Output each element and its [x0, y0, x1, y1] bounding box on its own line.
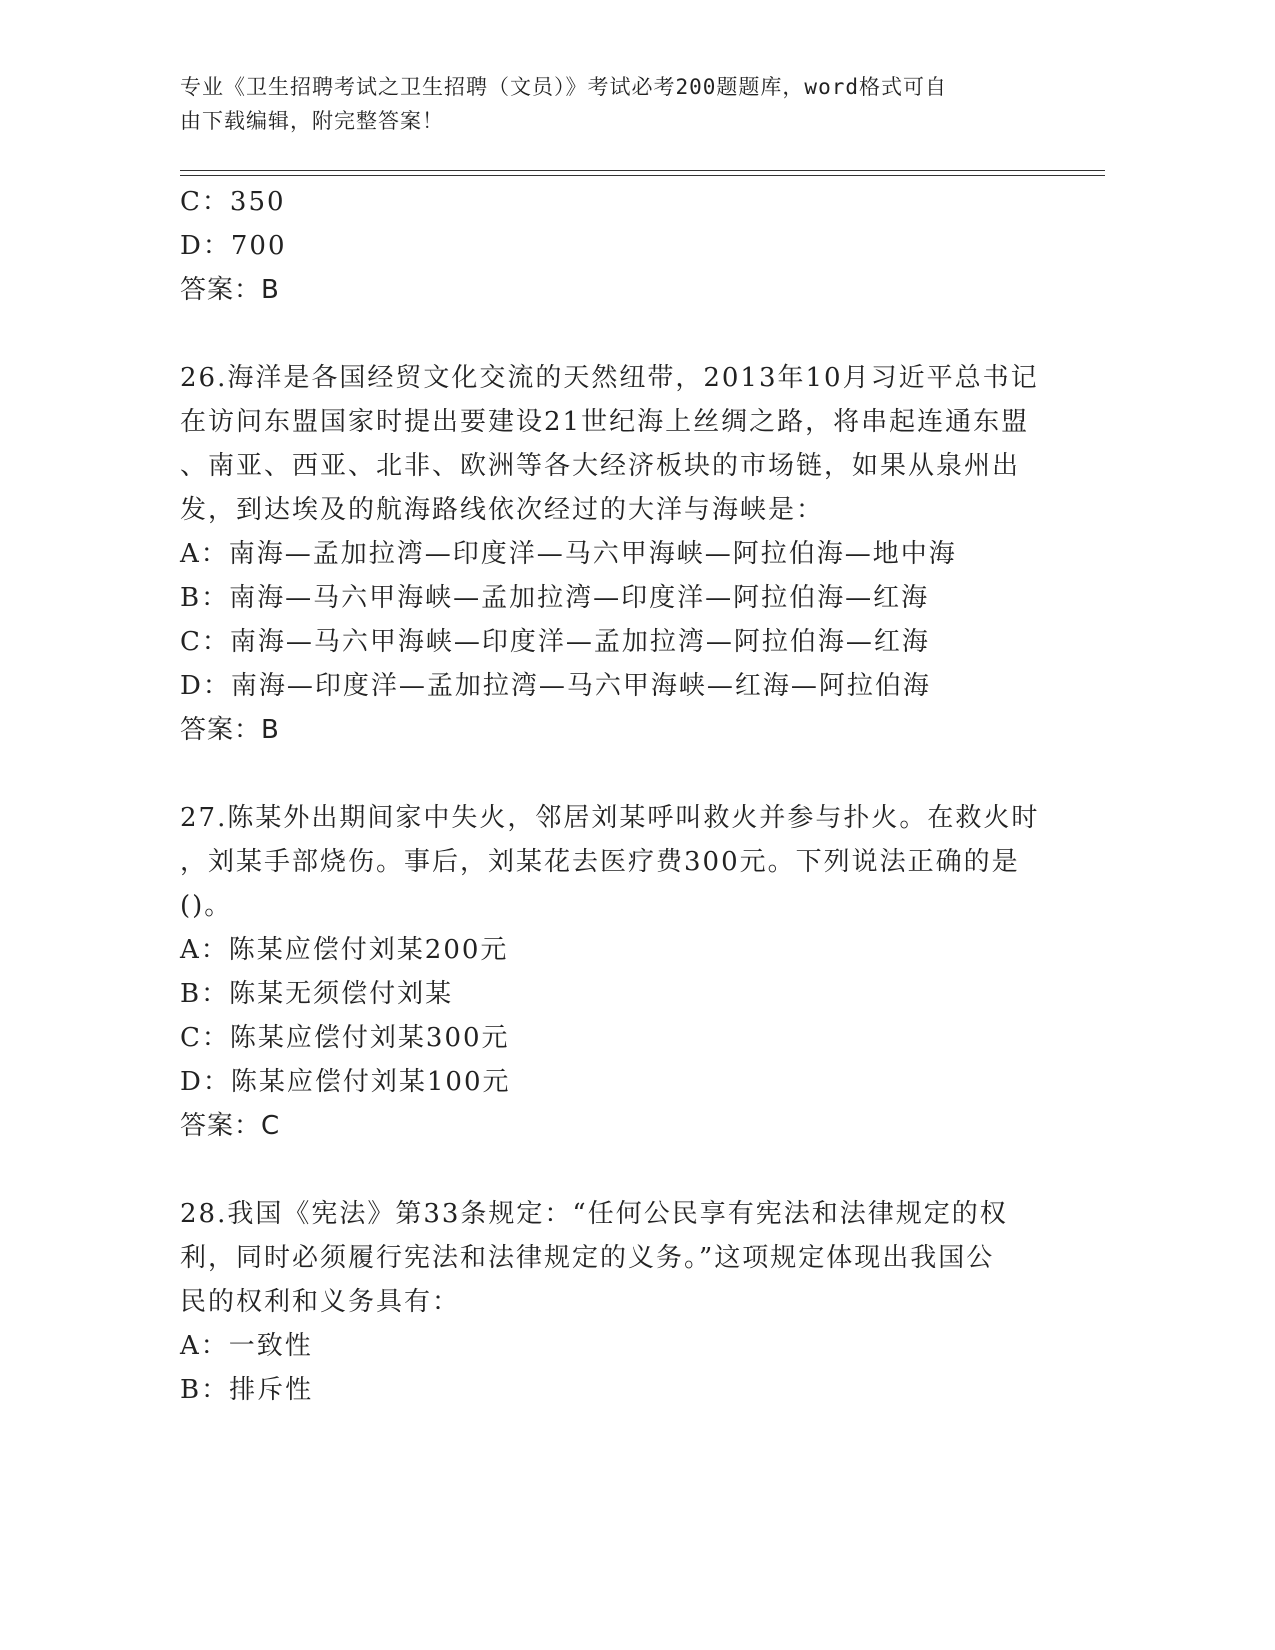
question-stem-line: ，刘某手部烧伤。事后，刘某花去医疗费300元。下列说法正确的是 [180, 847, 1020, 877]
option-label: C： [180, 187, 230, 217]
spacer [180, 752, 1040, 796]
option-text: 陈某无须偿付刘某 [229, 979, 454, 1009]
option-text: 350 [229, 187, 286, 217]
question-stem-line: 、南亚、西亚、北非、欧洲等各大经济板块的市场链，如果从泉州出 [180, 451, 1021, 481]
question-stem-line: 28.我国《宪法》第33条规定：“任何公民享有宪法和法律规定的权 [180, 1199, 1008, 1229]
option-label: C： [180, 627, 230, 657]
header-line-2: 由下载编辑，附完整答案！ [180, 109, 444, 133]
option-label: A： [180, 935, 229, 965]
spacer [180, 1148, 1040, 1192]
question-stem-line: ()。 [180, 891, 233, 921]
option-a [180, 928, 1040, 972]
spacer [180, 312, 1040, 356]
option-d [180, 664, 1040, 708]
question-stem-line: 在访问东盟国家时提出要建设21世纪海上丝绸之路，将串起连通东盟 [180, 407, 1030, 437]
option-a [180, 1324, 1040, 1368]
answer-line: 答案：B [180, 275, 280, 305]
option-d [180, 1060, 1040, 1104]
header-divider-bottom [180, 175, 1105, 176]
header-divider-top [180, 170, 1105, 171]
question-stem-line: 利，同时必须履行宪法和法律规定的义务。”这项规定体现出我国公 [180, 1243, 995, 1273]
option-text: 南海—马六甲海峡—孟加拉湾—印度洋—阿拉伯海—红海 [229, 583, 930, 613]
option-c [180, 1016, 1040, 1060]
option-text: 陈某应偿付刘某200元 [228, 935, 509, 965]
option-text: 南海—马六甲海峡—印度洋—孟加拉湾—阿拉伯海—红海 [229, 627, 930, 657]
question-stem-line: 26.海洋是各国经贸文化交流的天然纽带，2013年10月习近平总书记 [180, 363, 1039, 393]
option-text: 南海—印度洋—孟加拉湾—马六甲海峡—红海—阿拉伯海 [230, 671, 931, 701]
prev-question-block [180, 180, 1040, 312]
header-line-1: 专业《卫生招聘考试之卫生招聘（文员）》考试必考200题题库，word格式可自 [180, 75, 947, 99]
option-label: B： [180, 583, 230, 613]
option-label: B： [180, 1375, 230, 1405]
option-text: 700 [230, 231, 287, 261]
option-label: B： [180, 979, 230, 1009]
option-text: 排斥性 [229, 1375, 314, 1405]
option-a [180, 532, 1040, 576]
option-c [180, 620, 1040, 664]
question-stem-line: 发，到达埃及的航海路线依次经过的大洋与海峡是： [180, 495, 825, 525]
question-content [180, 180, 1040, 1412]
answer-line: 答案：C [180, 1111, 281, 1141]
question-stem-line: 民的权利和义务具有： [180, 1287, 461, 1317]
option-label: D： [180, 231, 231, 261]
question-27 [180, 796, 1040, 1148]
option-label: C： [180, 1023, 230, 1053]
question-26 [180, 356, 1040, 752]
question-28 [180, 1192, 1040, 1412]
option-label: A： [180, 539, 229, 569]
option-text: 陈某应偿付刘某300元 [229, 1023, 510, 1053]
document-header [180, 70, 1040, 138]
option-label: A： [180, 1331, 229, 1361]
option-b [180, 1368, 1040, 1412]
question-stem-line: 27.陈某外出期间家中失火，邻居刘某呼叫救火并参与扑火。在救火时 [180, 803, 1040, 833]
option-b [180, 972, 1040, 1016]
option-b [180, 576, 1040, 620]
option-text: 南海—孟加拉湾—印度洋—马六甲海峡—阿拉伯海—地中海 [228, 539, 957, 569]
option-c [180, 180, 1040, 224]
option-label: D： [180, 1067, 231, 1097]
option-text: 陈某应偿付刘某100元 [230, 1067, 511, 1097]
option-text: 一致性 [228, 1331, 313, 1361]
option-d [180, 224, 1040, 268]
answer-line: 答案：B [180, 715, 280, 745]
option-label: D： [180, 671, 231, 701]
